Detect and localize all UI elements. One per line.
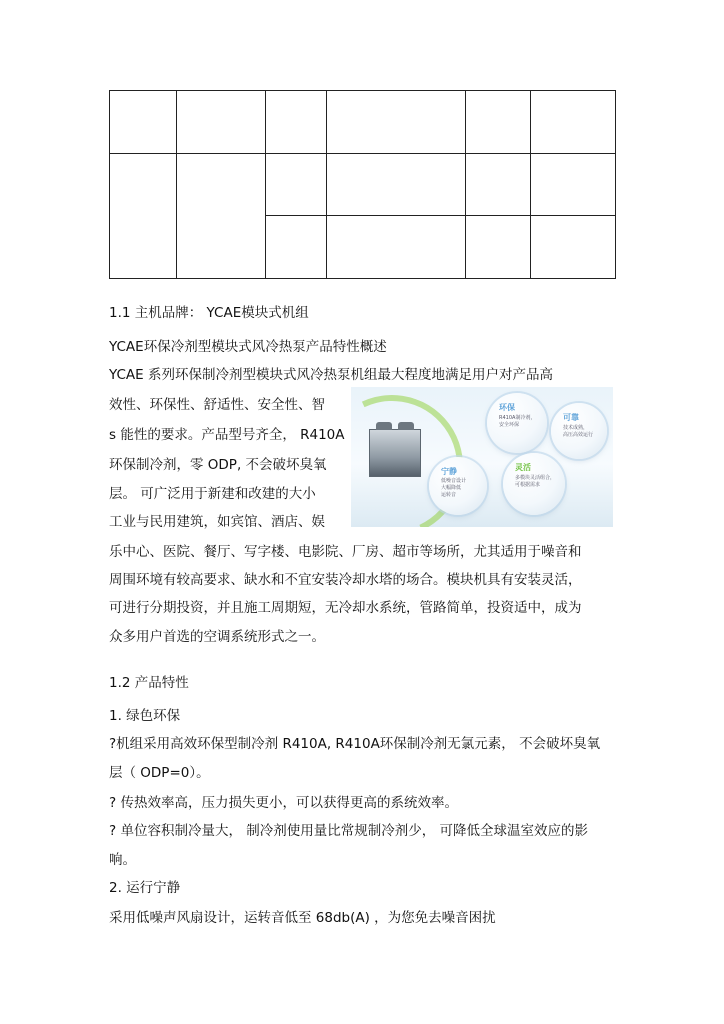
intro-line: 可进行分期投资，并且施工周期短，无冷却水系统，管路简单，投资适中，成为: [109, 600, 582, 616]
chiller-unit-illustration: [369, 429, 421, 477]
spec-table: [109, 90, 616, 279]
table-cell: [110, 91, 177, 154]
table-row: [110, 154, 616, 216]
paragraph-line: ? 传热效率高，压力损失更小，可以获得更高的系统效率。: [109, 795, 458, 811]
table-cell: [531, 216, 616, 279]
intro-line: YCAE 系列环保制冷剂型模块式风冷热泵机组最大程度地满足用户对产品高: [109, 367, 553, 383]
fan-icon: [398, 422, 414, 430]
feature-bubble-flexible: [503, 453, 565, 515]
intro-line: 层。 可广泛用于新建和改建的大小: [109, 486, 316, 502]
intro-line: 众多用户首选的空调系统形式之一。: [109, 629, 325, 645]
table-cell: [466, 91, 531, 154]
bubble-title: 灵活: [515, 463, 531, 472]
paragraph-line: ? 单位容积制冷量大， 制冷剂使用量比常规制冷剂少， 可降低全球温室效应的影: [109, 823, 589, 839]
product-feature-image: [351, 387, 613, 527]
section-1-1-heading: 1.1 主机品牌： YCAE模块式机组: [109, 305, 309, 321]
bubble-subtitle: 技术成熟， 高压高效运行: [563, 425, 594, 438]
bubble-subtitle: R410A制冷剂， 安全环保: [499, 415, 536, 428]
paragraph-line: 响。: [109, 852, 136, 868]
bubble-title: 环保: [499, 403, 515, 412]
subsection-heading: 1. 绿色环保: [109, 708, 181, 724]
intro-line: 周围环境有较高要求、缺水和不宜安装冷却水塔的场合。模块机具有安装灵活，: [109, 572, 582, 588]
paragraph-line: 采用低噪声风扇设计，运转音低至 68db(A) ，为您免去噪音困扰: [109, 910, 496, 926]
table-cell: [531, 154, 616, 216]
subsection-heading: 2. 运行宁静: [109, 880, 181, 896]
intro-line: 乐中心、医院、餐厅、写字楼、电影院、厂房、超市等场所，尤其适用于噪音和: [109, 544, 582, 560]
feature-bubble-reliable: [551, 403, 607, 459]
feature-bubble-quiet: [429, 457, 487, 515]
table-cell: [266, 91, 327, 154]
feature-bubble-eco: [487, 393, 547, 453]
table-cell: [466, 154, 531, 216]
fan-icon: [376, 422, 392, 430]
table-row: [110, 91, 616, 154]
table-cell: [327, 216, 466, 279]
bubble-subtitle: 多模块灵活组合， 可根据需求: [515, 475, 556, 488]
intro-line: 工业与民用建筑，如宾馆、酒店、娱: [109, 514, 325, 530]
section-1-2-heading: 1.2 产品特性: [109, 675, 189, 691]
bubble-title: 可靠: [563, 413, 579, 422]
table-cell: [110, 154, 177, 279]
intro-line: s 能性的要求。产品型号齐全， R410A: [109, 427, 345, 443]
table-cell: [266, 154, 327, 216]
section-1-1-subtitle: YCAE环保冷剂型模块式风冷热泵产品特性概述: [109, 339, 387, 355]
paragraph-line: 层（ ODP=0）。: [109, 765, 210, 781]
table-cell: [327, 154, 466, 216]
bubble-title: 宁静: [441, 467, 457, 476]
table-cell: [266, 216, 327, 279]
intro-line: 效性、环保性、舒适性、安全性、智: [109, 397, 325, 413]
table-cell: [466, 216, 531, 279]
table-cell: [327, 91, 466, 154]
paragraph-line: ?机组采用高效环保型制冷剂 R410A, R410A环保制冷剂无氯元素， 不会破坏臭氧: [109, 736, 601, 752]
table-cell: [177, 154, 266, 279]
bubble-subtitle: 低噪音设计 大幅降低 运转音: [441, 478, 467, 498]
intro-line: 环保制冷剂，零 ODP, 不会破坏臭氧: [109, 457, 327, 473]
table-cell: [177, 91, 266, 154]
table-cell: [531, 91, 616, 154]
